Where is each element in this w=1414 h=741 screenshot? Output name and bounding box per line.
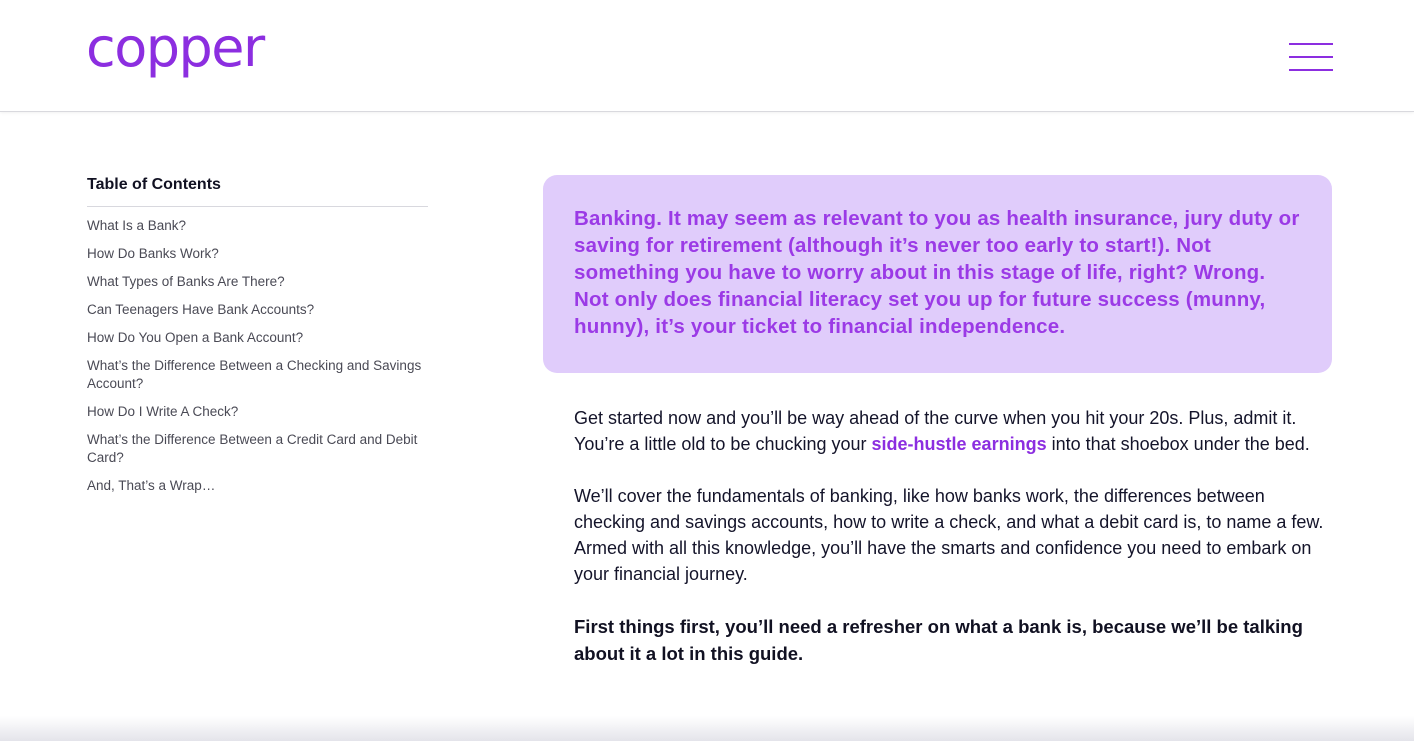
toc-link-open-account[interactable]: How Do You Open a Bank Account? bbox=[87, 330, 304, 345]
toc-title: Table of Contents bbox=[87, 174, 428, 207]
toc-item bbox=[87, 403, 428, 421]
toc-link-what-is-a-bank[interactable]: What Is a Bank? bbox=[87, 218, 187, 233]
toc-item bbox=[87, 273, 428, 291]
toc-link-wrap-up[interactable]: And, That’s a Wrap… bbox=[87, 478, 216, 493]
paragraph-fundamentals: We’ll cover the fundamentals of banking, like how banks work, the differences between checking and savings accounts, how to write a check, and what a debit card is, to name a few. Armed with all this knowledge, you’ll have the smarts and confidence you need to embark on your financial journey. bbox=[574, 486, 1324, 584]
paragraph-intro-start: Get started now and you’ll be way ahead of the curve when you hit your 20s. Plus, admit it. You’re a little old to be chucking your bbox=[574, 408, 1297, 454]
paragraph-intro-end: into that shoebox under the bed. bbox=[1046, 434, 1310, 454]
toc-link-write-check[interactable]: How Do I Write A Check? bbox=[87, 404, 239, 419]
bottom-fade-overlay bbox=[0, 716, 1414, 741]
callout-text: Banking. It may seem as relevant to you as health insurance, jury duty or saving for retirement (although it’s never too early to start!). Not something you have to worry about in this stage of life, right? Wrong. Not only does financial literacy set you up for future success (munny, hunny), it’s your ticket to financial independence. bbox=[574, 207, 1300, 338]
toc-item bbox=[87, 329, 428, 347]
menu-bar-middle bbox=[1289, 56, 1333, 58]
toc-link-credit-vs-debit[interactable]: What’s the Difference Between a Credit Card and Debit Card? bbox=[87, 432, 418, 465]
menu-bar-bottom bbox=[1289, 69, 1333, 71]
article-body bbox=[574, 405, 1334, 667]
paragraph-intro bbox=[574, 405, 1334, 457]
toc-list bbox=[87, 217, 428, 495]
toc-link-types-of-banks[interactable]: What Types of Banks Are There? bbox=[87, 274, 285, 289]
intro-callout bbox=[543, 175, 1332, 373]
toc-item bbox=[87, 301, 428, 319]
copper-logo[interactable]: copper bbox=[86, 16, 264, 79]
toc-link-teenager-accounts[interactable]: Can Teenagers Have Bank Accounts? bbox=[87, 302, 315, 317]
table-of-contents bbox=[87, 174, 428, 505]
side-hustle-earnings-link[interactable]: side-hustle earnings bbox=[871, 434, 1047, 454]
toc-item bbox=[87, 217, 428, 235]
toc-item bbox=[87, 431, 428, 467]
toc-item bbox=[87, 357, 428, 393]
menu-bar-top bbox=[1289, 43, 1333, 45]
site-header bbox=[0, 0, 1414, 112]
toc-item bbox=[87, 245, 428, 263]
toc-link-checking-vs-savings[interactable]: What’s the Difference Between a Checking and Savings Account? bbox=[87, 358, 422, 391]
toc-item bbox=[87, 477, 428, 495]
paragraph-first-things-first: First things first, you’ll need a refresher on what a bank is, because we’ll be talking about it a lot in this guide. bbox=[574, 616, 1303, 664]
hamburger-menu-icon[interactable] bbox=[1289, 43, 1333, 73]
toc-link-how-banks-work[interactable]: How Do Banks Work? bbox=[87, 246, 219, 261]
